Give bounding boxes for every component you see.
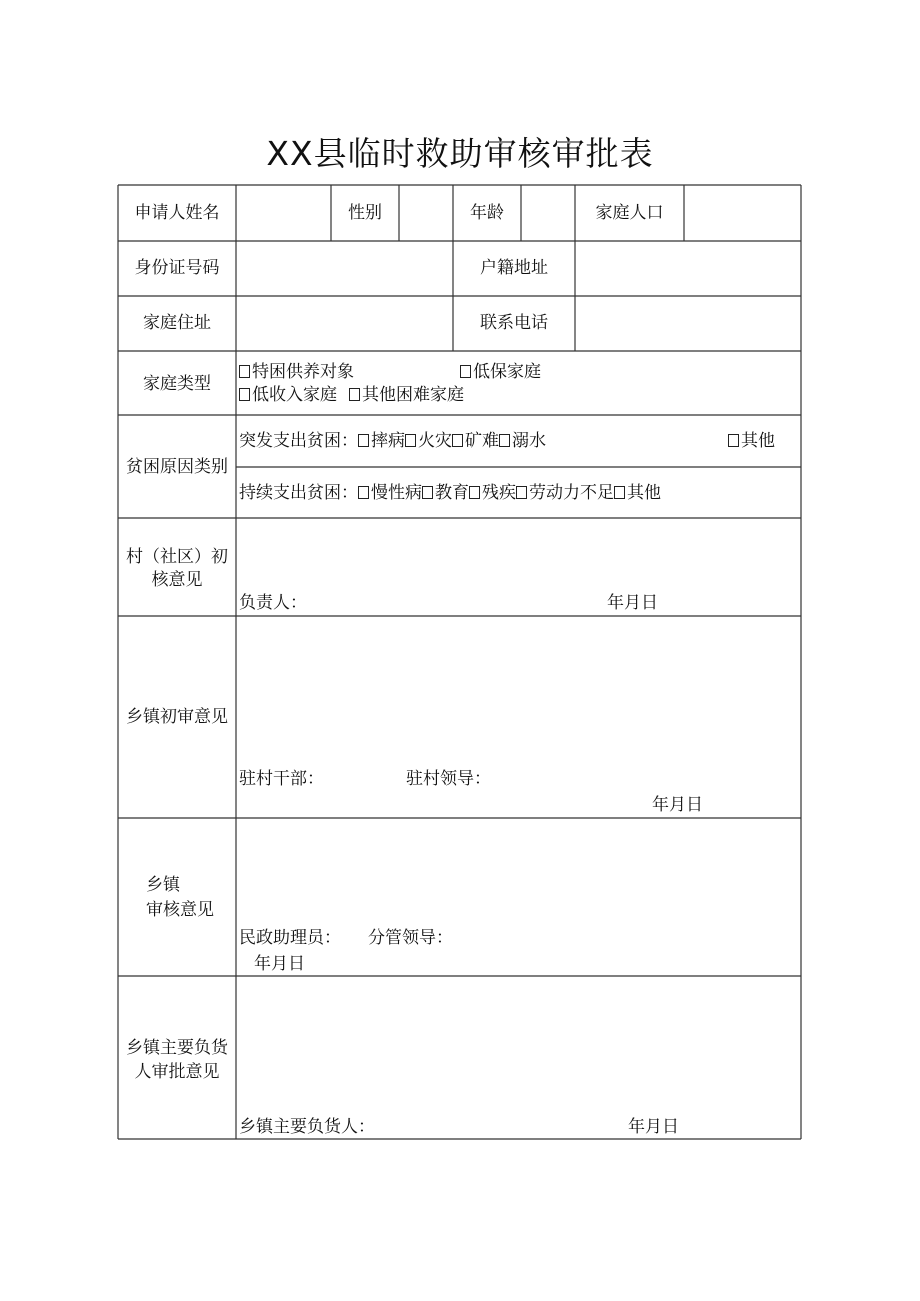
- checkbox-icon[interactable]: [239, 388, 250, 401]
- sudden-option[interactable]: 溺水: [499, 430, 546, 452]
- family-type-label: 家庭类型: [143, 374, 211, 394]
- home-address-label: 家庭住址: [143, 313, 211, 333]
- checkbox-icon[interactable]: [452, 434, 463, 447]
- sudden-expense-label: 突发支出贫困：: [239, 431, 358, 451]
- phone-label: 联系电话: [480, 313, 548, 333]
- checkbox-icon[interactable]: [460, 365, 471, 378]
- ongoing-option[interactable]: 慢性病: [358, 482, 422, 504]
- village-date: 年月日: [607, 593, 658, 613]
- ongoing-option[interactable]: 劳动力不足: [516, 482, 614, 504]
- sudden-expense-row: [239, 430, 546, 452]
- checkbox-icon[interactable]: [239, 365, 250, 378]
- sudden-option[interactable]: 摔病: [358, 430, 405, 452]
- applicant-name-label: 申请人姓名: [134, 203, 220, 223]
- township-head-label-line2: 人审批意见: [134, 1062, 220, 1082]
- checkbox-icon[interactable]: [358, 486, 369, 499]
- checkbox-icon[interactable]: [728, 434, 739, 447]
- checkbox-icon[interactable]: [499, 434, 510, 447]
- township-head-label-line1: 乡镇主要负货: [126, 1038, 228, 1058]
- checkbox-icon[interactable]: [358, 434, 369, 447]
- checkbox-icon[interactable]: [469, 486, 480, 499]
- village-opinion-label-line1: 村（社区）初: [126, 547, 228, 567]
- village-responsible-label: 负责人：: [239, 593, 307, 613]
- family-size-label: 家庭人口: [595, 203, 664, 223]
- ongoing-option[interactable]: 教育: [422, 482, 469, 504]
- township-head-signer-label: 乡镇主要负货人：: [239, 1117, 375, 1137]
- checkbox-icon[interactable]: [349, 388, 360, 401]
- township-initial-label: 乡镇初审意见: [126, 707, 228, 727]
- supervisor-label: 分管领导：: [368, 928, 453, 948]
- ongoing-expense-row: [239, 482, 661, 504]
- village-opinion-label-line2: 核意见: [151, 570, 203, 590]
- gender-label: 性别: [348, 203, 382, 223]
- sudden-option-other[interactable]: 其他: [728, 430, 775, 452]
- hukou-address-label: 户籍地址: [480, 258, 548, 278]
- sudden-option[interactable]: 火灾: [405, 430, 452, 452]
- checkbox-icon[interactable]: [405, 434, 416, 447]
- poverty-reason-label: 贫困原因类别: [126, 457, 228, 477]
- checkbox-icon[interactable]: [422, 486, 433, 499]
- village-cadre-label: 驻村干部：: [239, 769, 324, 789]
- age-label: 年龄: [470, 203, 504, 223]
- ongoing-option[interactable]: 其他: [614, 482, 661, 504]
- ongoing-option[interactable]: 残疾: [469, 482, 516, 504]
- family-type-option[interactable]: 低收入家庭: [239, 384, 337, 406]
- township-review-date: 年月日: [254, 954, 305, 974]
- family-type-option[interactable]: 低保家庭: [460, 361, 541, 383]
- civil-assistant-label: 民政助理员：: [239, 928, 341, 948]
- checkbox-icon[interactable]: [614, 486, 625, 499]
- township-review-label-line2: 审核意见: [146, 900, 214, 920]
- checkbox-icon[interactable]: [516, 486, 527, 499]
- family-type-option[interactable]: 其他困难家庭: [349, 384, 464, 406]
- sudden-option[interactable]: 矿难: [452, 430, 499, 452]
- id-number-label: 身份证号码: [134, 258, 220, 278]
- township-head-date: 年月日: [628, 1117, 679, 1137]
- family-type-option[interactable]: 特困供养对象: [239, 361, 354, 383]
- village-leader-label: 驻村领导：: [406, 769, 491, 789]
- township-review-label-line1: 乡镇: [146, 875, 180, 895]
- ongoing-expense-label: 持续支出贫困：: [239, 483, 358, 503]
- township-initial-date: 年月日: [652, 795, 703, 815]
- page-title: XX县临时救助审核审批表: [266, 134, 654, 173]
